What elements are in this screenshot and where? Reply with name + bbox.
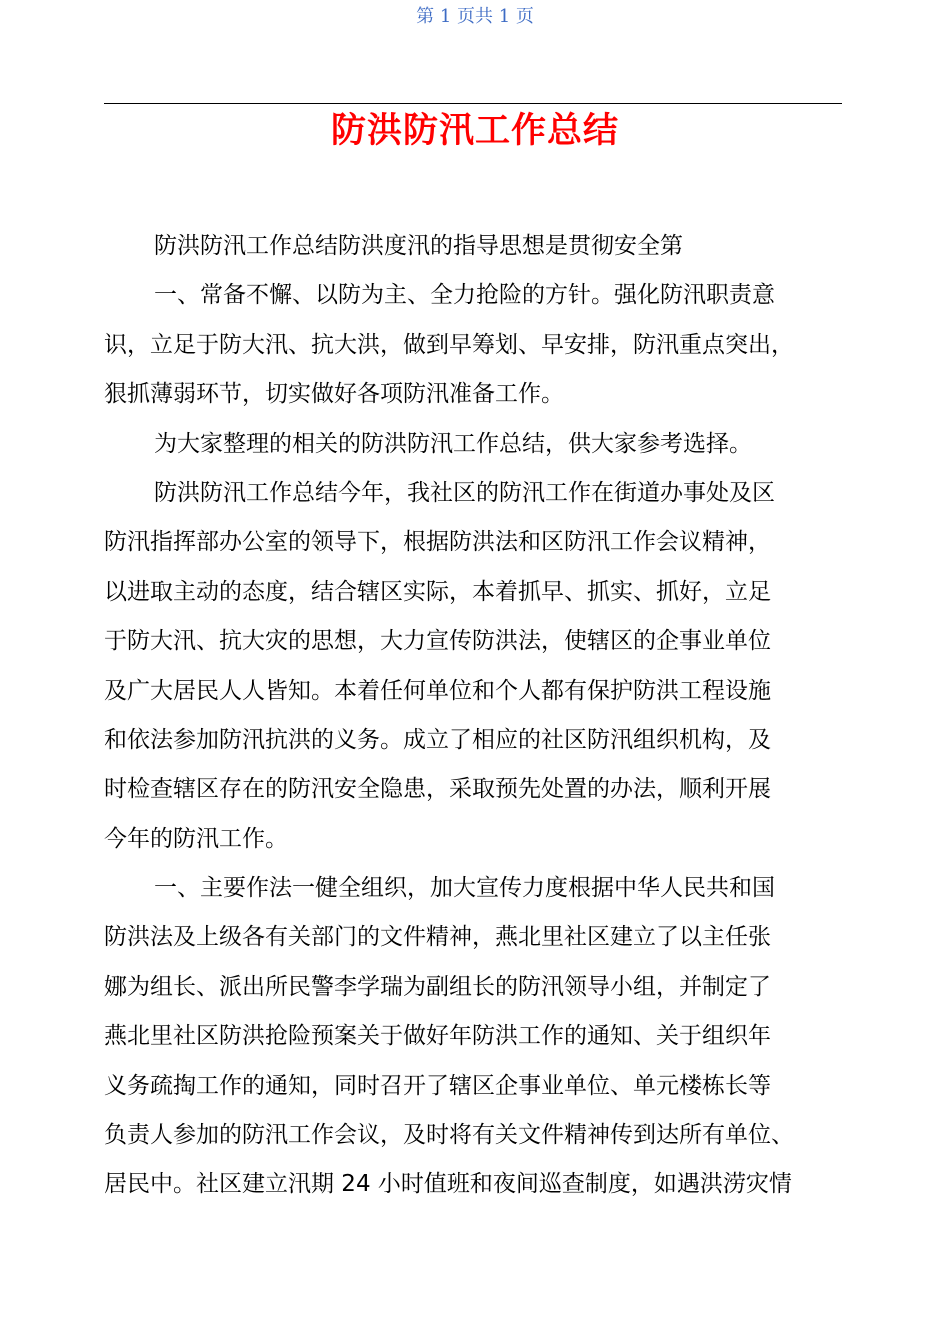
body-text-line: 防洪防汛工作总结防洪度汛的指导思想是贯彻安全第 xyxy=(154,233,683,259)
body-text-line: 于防大汛、抗大灾的思想，大力宣传防洪法，使辖区的企事业单位 xyxy=(104,628,771,655)
body-text-line: 及广大居民人人皆知。本着任何单位和个人都有保护防洪工程设施 xyxy=(104,677,771,704)
document-title: 防洪防汛工作总结 xyxy=(330,111,619,151)
body-text-line: 义务疏掏工作的通知，同时召开了辖区企事业单位、单元楼栋长等 xyxy=(104,1072,771,1099)
body-text-line: 狠抓薄弱环节，切实做好各项防汛准备工作。 xyxy=(104,381,564,408)
body-text-line: 居民中。社区建立汛期 24 小时值班和夜间巡查制度，如遇洪涝灾情 xyxy=(104,1171,792,1198)
body-text-line: 以进取主动的态度，结合辖区实际，本着抓早、抓实、抓好，立足 xyxy=(104,578,771,605)
body-text-line: 和依法参加防汛抗洪的义务。成立了相应的社区防汛组织机构，及 xyxy=(104,726,771,753)
page-indicator: 第 1 页共 1 页 xyxy=(416,6,534,27)
body-text-line: 为大家整理的相关的防洪防汛工作总结，供大家参考选择。 xyxy=(154,430,752,457)
body-text-line: 娜为组长、派出所民警李学瑞为副组长的防汛领导小组，并制定了 xyxy=(104,973,771,1000)
body-text-line: 时检查辖区存在的防汛安全隐患，采取预先处置的办法，顺利开展 xyxy=(104,776,771,803)
document-body xyxy=(104,222,842,1210)
body-text-line: 一、常备不懈、以防为主、全力抢险的方针。强化防汛职责意 xyxy=(154,282,775,309)
body-text-line: 防汛指挥部办公室的领导下，根据防洪法和区防汛工作会议精神， xyxy=(104,529,771,556)
body-text-line: 负责人参加的防汛工作会议，及时将有关文件精神传到达所有单位、 xyxy=(104,1122,794,1149)
body-text-line: 燕北里社区防洪抢险预案关于做好年防洪工作的通知、关于组织年 xyxy=(104,1023,771,1050)
body-text-line: 一、主要作法一健全组织，加大宣传力度根据中华人民共和国 xyxy=(154,875,775,902)
body-text-line: 识，立足于防大汛、抗大洪，做到早筹划、早安排，防汛重点突出， xyxy=(104,331,794,358)
body-text-line: 防洪法及上级各有关部门的文件精神，燕北里社区建立了以主任张 xyxy=(104,924,771,951)
body-text-line: 防洪防汛工作总结今年，我社区的防汛工作在街道办事处及区 xyxy=(154,479,775,506)
header-divider xyxy=(104,103,842,104)
body-text-line: 今年的防汛工作。 xyxy=(104,825,288,852)
